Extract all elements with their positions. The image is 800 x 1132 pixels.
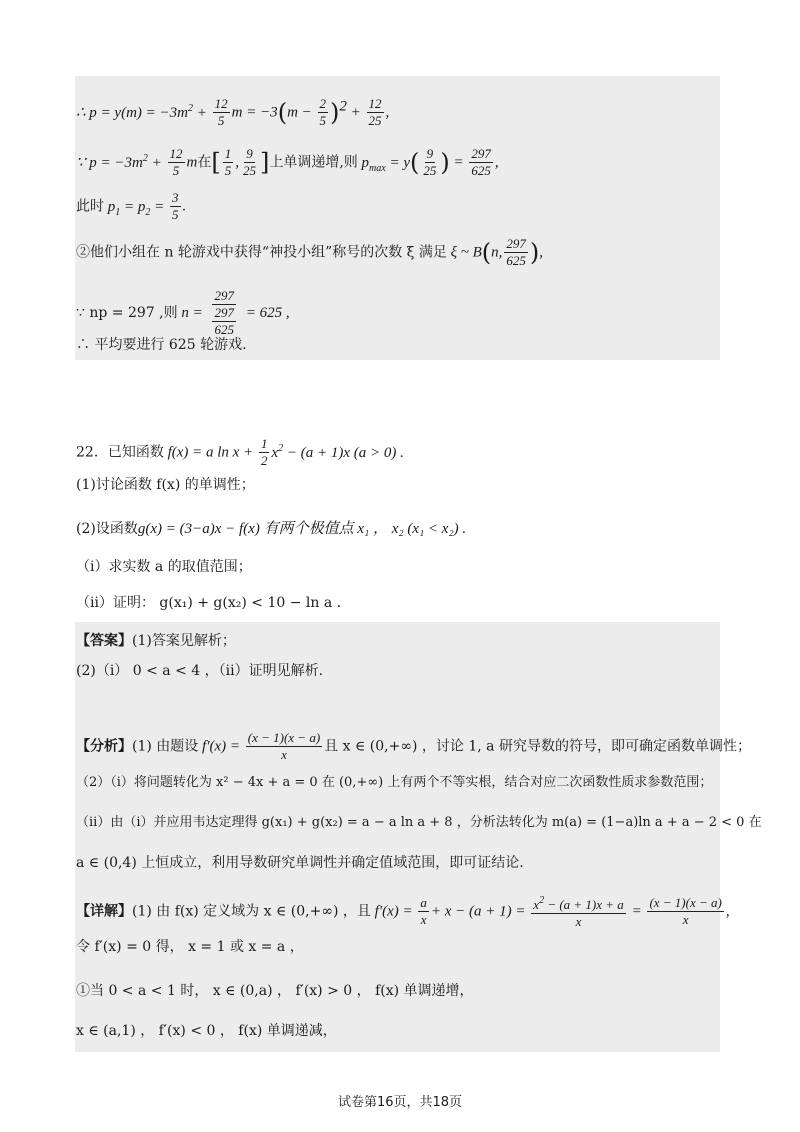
analysis-line-4: a ∈ (0,4) 上恒成立，利用导数研究单调性并确定值域范围，即可证结论. (76, 855, 524, 871)
detail-line-2: 令 f′(x) = 0 得， x = 1 或 x = a ， (76, 939, 304, 955)
solution-line-1: ∴ $p = y(m) = -3m^2$ + $\frac{12}{5}$ m = −3(m − $\frac{2}{5}$ )$^2$ + $\frac{12}{25}$ , (76, 96, 390, 128)
detail-line-4: x ∈ (a,1) ， f′(x) < 0 ， f(x) 单调递减， (76, 1023, 337, 1039)
solution-line-6: ∴ 平均要进行 625 轮游戏. (76, 337, 247, 353)
analysis-line-1: 【分析】(1) 由题设 f′(x) = $\frac{(x - 1)(x - a)}{x}$ 且 x ∈ (0,+∞) ，讨论 1, a 研究导数的符号，即可确定函数单调性； (76, 730, 751, 762)
question-22-stem: 22．已知函数 f(x) = a ln x + $\frac{1}{2}$ $x^2 - (a + 1)x$ (a > 0) . (76, 436, 404, 468)
page-footer: 试卷第16页，共18页 (337, 1095, 463, 1110)
question-22-part-i: （i）求实数 a 的取值范围； (76, 559, 252, 575)
question-22-part-2: (2)设函数g(x) = (3−a)x − f(x) 有两个极值点 x₁ ， x₂ (x₁ < x₂) . (76, 521, 467, 537)
solution-line-3: 此时 $p_1 = p_2$ = $\frac{3}{5}$ . (76, 190, 187, 222)
analysis-line-3: （ii）由（i）并应用韦达定理得 g(x₁) + g(x₂) = a − a ln a + 8 ，分析法转化为 m(a) = (1−a)ln a + a − 2 < 0 在 (76, 815, 762, 830)
answer-line-1: 【答案】(1)答案见解析； (76, 633, 236, 649)
solution-line-2: ∵ $p = -3m^2$ + $\frac{12}{5}$ m在[ $\frac{1}{5}$ , $\frac{9}{25}$ ]上单调递增,则 $p_{max} = y$( $\frac{9}{25}$ ) = $\frac{297}{625}$ , (76, 146, 499, 178)
question-22-part-ii: （ii）证明： g(x₁) + g(x₂) < 10 − ln a . (76, 595, 342, 611)
solution-line-5: ∵ np = 297 ,则 n = $\frac{297}{\frac{297}{625}}$ = 625 , (76, 288, 290, 337)
question-22-part-1: (1)讨论函数 f(x) 的单调性； (76, 477, 255, 493)
solution-line-4: ②他们小组在 n 轮游戏中获得“神投小组”称号的次数 ξ 满足 ξ ~ B(n, $\frac{297}{625}$ ), (76, 236, 544, 268)
analysis-line-2: （2）（i）将问题转化为 x² − 4x + a = 0 在 (0,+∞) 上有两个不等实根，结合对应二次函数性质求参数范围； (76, 775, 713, 790)
detail-line-3: ①当 0 < a < 1 时， x ∈ (0,a) ， f′(x) > 0 ， f(x) 单调递增， (76, 983, 474, 999)
answer-line-2: (2)（i） 0 < a < 4 ，（ii）证明见解析. (76, 663, 324, 679)
detail-line-1: 【详解】(1) 由 f(x) 定义域为 x ∈ (0,+∞) ，且 f′(x) = $\frac{a}{x}$ + x − (a + 1) = $\frac{x^2 - (a + 1)x + a}{x}$ = $\frac{(x - 1)(x - a)}{x}$ , (76, 895, 730, 929)
